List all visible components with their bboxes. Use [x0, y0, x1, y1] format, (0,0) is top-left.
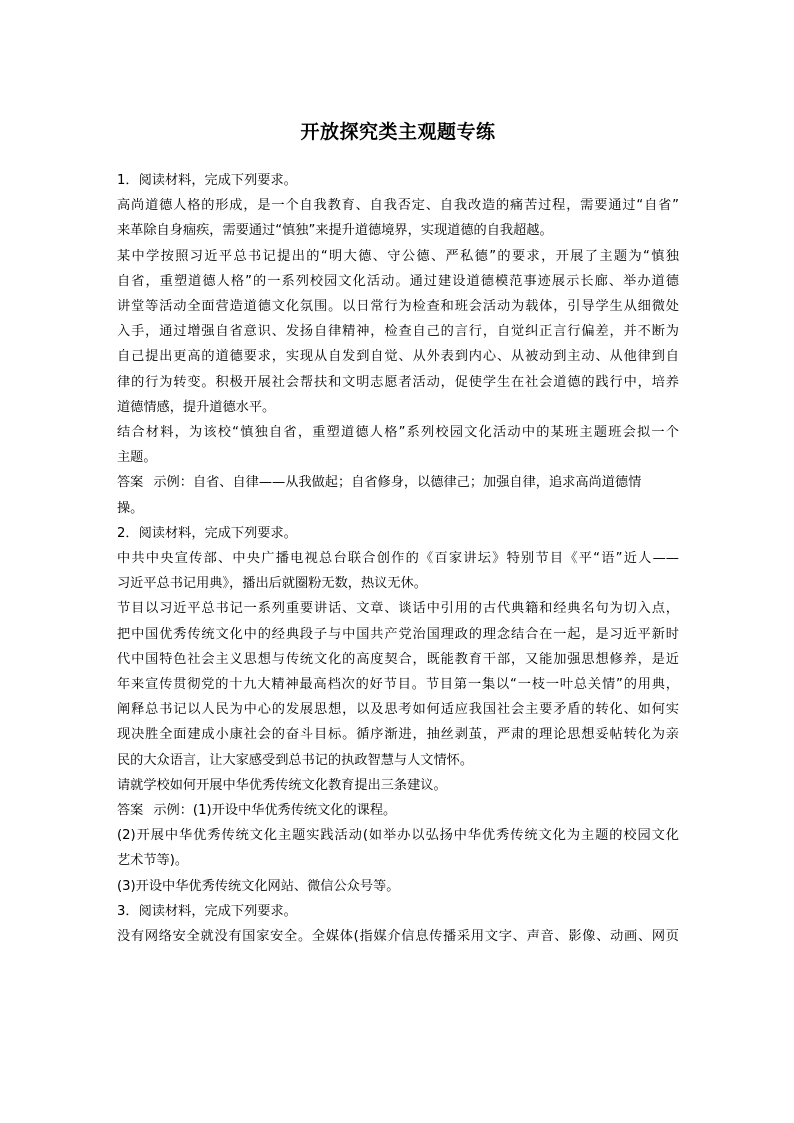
q2-answer-line	[117, 798, 679, 823]
q2-answer-line: (2)开展中华优秀传统文化主题实践活动(如举办以弘扬中华优秀传统文化为主题的校园文化	[117, 828, 679, 844]
question-2-prompt: 2．阅读材料，完成下列要求。	[117, 525, 297, 541]
q2-answer-line: 艺术节等)。	[117, 853, 189, 869]
q1-task-line: 主题。	[117, 450, 157, 466]
document-page	[117, 118, 679, 949]
q2-material-line: 年来宣传贯彻党的十九大精神最高档次的好节目。节目第一集以“一枝一叶总关情”的用典，	[117, 677, 679, 693]
q1-material-line: 入手，通过增强自省意识、发扬自律精神，检查自己的言行，自觉纠正言行偏差，并不断为	[117, 324, 679, 340]
q2-material-line: 习近平总书记用典》，播出后就圈粉无数，热议无休。	[117, 576, 427, 592]
q1-answer-line: 操。	[117, 500, 144, 516]
page-title: 开放探究类主观题专练	[300, 121, 496, 143]
q2-material-line: 阐释总书记以人民为中心的发展思想，以及思考如何适应我国社会主要矛盾的转化、如何实	[117, 702, 679, 718]
question-1-prompt: 1．阅读材料，完成下列要求。	[117, 173, 297, 188]
question-3	[117, 899, 679, 949]
q2-material-line: 民的大众语言，让大家感受到总书记的执政智慧与人文情怀。	[117, 752, 474, 768]
q1-answer-line	[117, 470, 679, 495]
q3-material-line: 没有网络安全就没有国家安全。全媒体(指媒介信息传播采用文字、声音、影像、动画、网页	[117, 929, 679, 945]
q2-material-line: 现决胜全面建成小康社会的奋斗目标。循序渐进，抽丝剥茧，严肃的理论思想妥帖转化为亲	[117, 727, 679, 743]
q1-material-line: 律的行为转变。积极开展社会帮扶和文明志愿者活动，促使学生在社会道德的践行中，培养	[117, 374, 679, 390]
answer-text: 示例：(1)开设中华优秀传统文化的课程。	[153, 803, 397, 819]
answer-label: 答案	[117, 803, 144, 819]
question-1	[117, 168, 679, 521]
answer-label: 答案	[117, 475, 144, 491]
q1-material-line: 道德情感，提升道德水平。	[117, 399, 276, 415]
q1-material-line: 自己提出更高的道德要求，实现从自发到自觉、从外表到内心、从被动到主动、从他律到自	[117, 349, 679, 365]
q2-answer-line: (3)开设中华优秀传统文化网站、微信公众号等。	[117, 878, 400, 894]
q2-material-line: 代中国特色社会主义思想与传统文化的高度契合，既能教育干部，又能加强思想修养，是近	[117, 651, 679, 667]
question-3-prompt: 3．阅读材料，完成下列要求。	[117, 903, 297, 919]
q1-material-line: 来革除自身痼疾，需要通过“慎独”来提升道德境界，实现道德的自我超越。	[117, 223, 553, 239]
q2-task-line: 请就学校如何开展中华优秀传统文化教育提出三条建议。	[117, 777, 447, 793]
q1-material-line: 自省，重塑道德人格”的一系列校园文化活动。通过建设道德模范事迹展示长廊、举办道德	[117, 273, 679, 289]
question-2	[117, 521, 679, 899]
q1-task-line: 结合材料，为该校“慎独自省，重塑道德人格”系列校园文化活动中的某班主题班会拟一个	[117, 425, 679, 441]
q2-material-line: 把中国优秀传统文化中的经典段子与中国共产党治国理政的理念结合在一起，是习近平新时	[117, 626, 679, 642]
q2-material-line: 中共中央宣传部、中央广播电视总台联合创作的《百家讲坛》特别节目《平“语”近人——	[117, 551, 679, 567]
answer-text: 示例：自省、自律——从我做起；自省修身，以德律己；加强自律，追求高尚道德情	[153, 475, 642, 491]
q1-material-line: 某中学按照习近平总书记提出的“明大德、守公德、严私德”的要求，开展了主题为“慎独	[117, 248, 679, 264]
q2-material-line: 节目以习近平总书记一系列重要讲话、文章、谈话中引用的古代典籍和经典名句为切入点，	[117, 601, 679, 617]
q1-material-line: 高尚道德人格的形成，是一个自我教育、自我否定、自我改造的痛苦过程，需要通过“自省”	[117, 198, 679, 214]
q1-material-line: 讲堂等活动全面营造道德文化氛围。以日常行为检查和班会活动为载体，引导学生从细微处	[117, 299, 679, 315]
